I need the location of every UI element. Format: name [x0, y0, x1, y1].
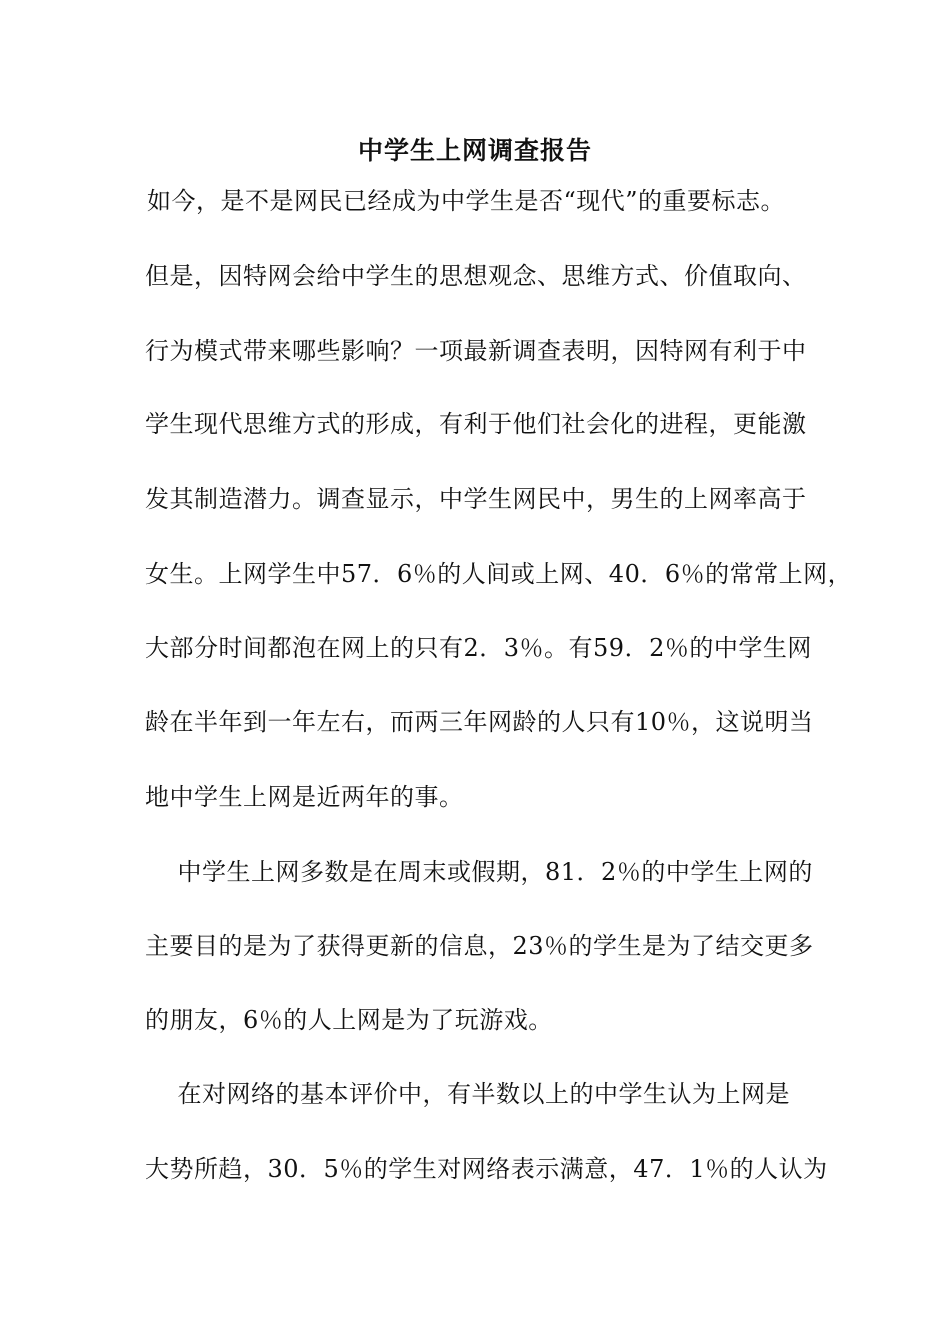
paragraph-line: 女生。上网学生中57．6％的人间或上网、40．6％的常常上网， [145, 560, 853, 588]
paragraph-line: 地中学生上网是近两年的事。 [145, 783, 464, 811]
paragraph-line: 大势所趋，30．5％的学生对网络表示满意，47．1％的人认为 [145, 1155, 828, 1183]
paragraph-line: 龄在半年到一年左右，而两三年网龄的人只有10％，这说明当 [145, 708, 814, 736]
document-title: 中学生上网调查报告 [357, 136, 592, 165]
paragraph-line: 主要目的是为了获得更新的信息，23％的学生是为了结交更多 [145, 932, 814, 960]
paragraph-line: 行为模式带来哪些影响？一项最新调查表明，因特网有利于中 [145, 337, 807, 365]
paragraph-line: 如今，是不是网民已经成为中学生是否“现代”的重要标志。 [147, 187, 786, 215]
paragraph-line: 大部分时间都泡在网上的只有2．3％。有59．2％的中学生网 [145, 634, 812, 662]
paragraph-line: 在对网络的基本评价中，有半数以上的中学生认为上网是 [145, 1080, 791, 1108]
paragraph-line: 发其制造潜力。调查显示，中学生网民中，男生的上网率高于 [145, 485, 807, 513]
paragraph-line: 但是，因特网会给中学生的思想观念、思维方式、价值取向、 [145, 262, 807, 290]
paragraph-line: 学生现代思维方式的形成，有利于他们社会化的进程，更能激 [145, 410, 807, 438]
paragraph-line: 中学生上网多数是在周末或假期，81．2％的中学生上网的 [145, 858, 813, 886]
paragraph-line: 的朋友，6％的人上网是为了玩游戏。 [145, 1006, 553, 1034]
